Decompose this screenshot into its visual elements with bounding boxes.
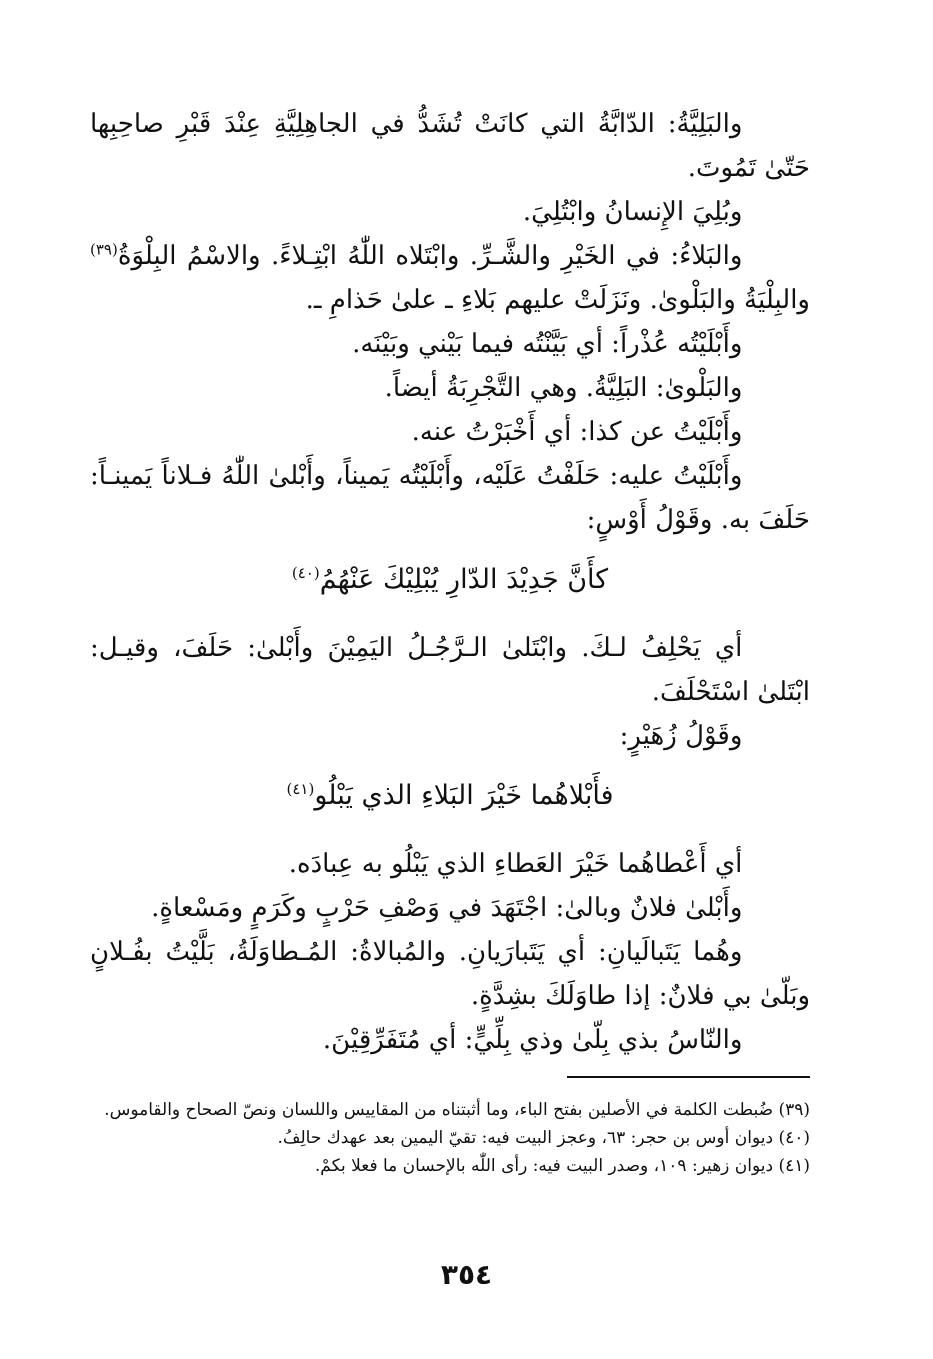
paragraph-text: والبَلاءُ: في الخَيْرِ والشَّـرِّ. وابْتَلاه اللّٰهُ ابْتِـلاءً. والاسْمُ البِلْوَةُ [117,241,743,271]
paragraph [90,1018,810,1062]
paragraph-text: والبَلِيَّةُ: الدّابَّةُ التي كانَتْ تُشَدُّ في الجاهِلِيَّةِ عِنْدَ قَبْرِ صاحِبِها حَتّىٰ تَمُوتَ. [90,109,810,183]
paragraph [90,190,810,234]
paragraph-text: وأَبْلىٰ فلانٌ وبالىٰ: اجْتَهَدَ في وَصْفِ حَرْبٍ وكَرَمٍ ومَسْعاةٍ. [151,893,743,923]
footnote-marker[interactable]: (٤٠) [291,564,320,582]
paragraph [90,454,810,542]
paragraph-text: وهُما يَتَبالَيانِ: أي يَتَبارَيانِ. والمُبالاةُ: المُـطاوَلَةُ، بَلَّيْتُ بفُـلانٍ وبَلّىٰ بي فلانٌ: إذا طاوَلَكَ بشِدَّةٍ. [90,937,810,1011]
paragraph-text: وأَبْلَيْتُ عليه: حَلَفْتُ عَلَيْه، وأَبْلَيْتُه يَميناً، وأَبْلىٰ اللّٰهُ فـلاناً يَمينـاً: حَلَفَ به. وقَوْلُ أَوْسٍ: [90,461,810,535]
paragraph-text: كأَنَّ جَدِيْدَ الدّارِ يُبْلِيْكَ عَنْهُمُ [319,564,609,595]
footnote-40: (٤٠) ديوان أوس بن حجر: ٦٣، وعجز البيت فيه: تقيّ اليمين بعد عهدك حالِفُ. [277,1128,810,1148]
paragraph-text: والبَلْوىٰ: البَلِيَّةُ. وهي التَّجْرِبَةُ أيضاً. [384,373,743,403]
page-number: ٣٥٤ [440,1258,493,1291]
paragraph-text: وبُلِيَ الإِنسانُ وابْتُلِيَ. [522,197,743,227]
paragraph [90,842,810,886]
paragraph-text: أي يَحْلِفُ لـكَ. وابْتَلىٰ الـرَّجُـلُ اليَمِيْنَ وأَبْلىٰ: حَلَفَ، وقيـل: ابْتَلىٰ اسْتَحْلَفَ. [90,633,810,707]
paragraph-text: والنّاسُ بذي بِلّىٰ وذي بِلِّيٍّ: أي مُتَفَرِّقِيْنَ. [322,1025,743,1055]
paragraph [90,714,810,758]
paragraph [90,626,810,714]
footnote-marker[interactable]: (٤١) [286,780,315,798]
paragraph [90,930,810,1018]
paragraph [90,410,810,454]
paragraph-text: أي أَعْطاهُما خَيْرَ العَطاءِ الذي يَبْلُو به عِبادَه. [288,849,743,879]
paragraph-text: وأَبْلَيْتُ عن كذا: أي أَخْبَرْتُ عنه. [411,417,743,447]
paragraph [90,234,810,322]
footnotes [90,1096,810,1180]
footnote-39: (٣٩) ضُبطت الكلمة في الأصلين بفتح الباء، وما أثبتناه من المقاييس واللسان ونصّ الصحاح والقاموس. [104,1100,810,1120]
main-text [90,102,810,1062]
verse-line [90,558,810,602]
paragraph-text: وأَبْلَيْتُه عُذْراً: أي بَيَّنْتُه فيما بَيْني وبَيْنَه. [352,329,743,359]
paragraph-text: فأَبْلاهُما خَيْرَ البَلاءِ الذي يَبْلُو [314,780,614,811]
paragraph-text-continued: والبِلْيَةُ والبَلْوىٰ. ونَزَلَتْ عليهم بَلاءِ ـ علىٰ حَذامِ ـ. [305,285,810,315]
footnote-41: (٤١) ديوان زهير: ١٠٩، وصدر البيت فيه: رأى اللّٰه بالإحسان ما فعلا بكمْ. [314,1156,810,1176]
paragraph-text: وقَوْلُ زُهَيْرٍ: [619,721,743,751]
paragraph [90,886,810,930]
footnote-marker[interactable]: (٣٩) [90,240,118,259]
paragraph [90,366,810,410]
verse-line [90,774,810,818]
paragraph [90,322,810,366]
footnote-separator [567,1076,810,1078]
paragraph [90,102,810,190]
